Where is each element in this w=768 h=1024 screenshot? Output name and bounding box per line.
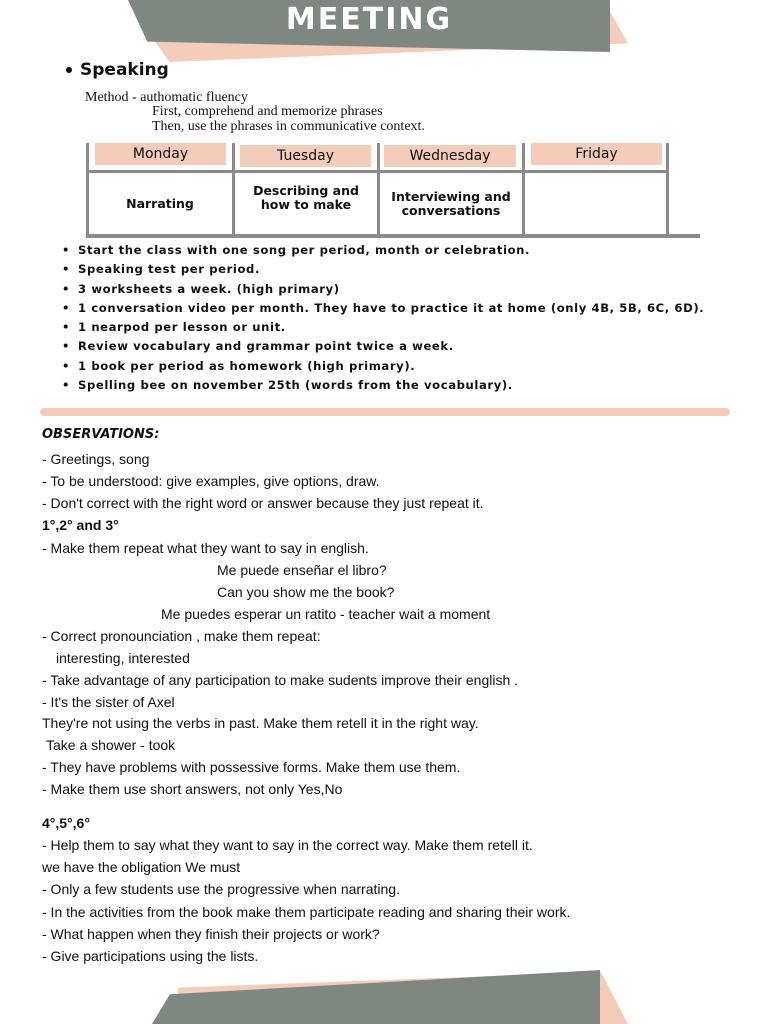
activity-cell: [90, 176, 230, 232]
list-item: • Speaking test per period.: [62, 260, 752, 279]
observation-line: - Help them to say what they want to say in the correct way. Make them retell it.: [42, 837, 533, 853]
observation-line: Take a shower - took: [46, 737, 176, 753]
day-header: Friday: [531, 143, 662, 165]
observation-line: - Correct pronounciation , make them repeat:: [42, 628, 321, 644]
activity-text: conversations: [401, 203, 501, 218]
observation-line: - It's the sister of Axel: [42, 694, 175, 710]
observation-line: - To be understood: give examples, give options, draw.: [42, 473, 380, 489]
observation-line: Can you show me the book?: [217, 584, 395, 600]
speaking-heading: [66, 60, 169, 80]
activity-text: Describing and: [253, 183, 359, 198]
page-title: MEETING: [285, 2, 453, 37]
activity-text: Narrating: [126, 196, 194, 211]
table-divider: [522, 143, 525, 236]
observation-line: They're not using the verbs in past. Make them retell it in the right way.: [42, 715, 479, 731]
list-item: • 1 nearpod per lesson or unit.: [62, 318, 752, 337]
activity-cell: [381, 176, 521, 232]
policy-list: [62, 241, 752, 395]
day-header: Wednesday: [384, 145, 516, 167]
table-divider: [86, 170, 668, 173]
table-divider: [86, 234, 700, 238]
list-item: • 1 book per period as homework (high primary).: [62, 357, 752, 376]
observation-line: we have the obligation We must: [42, 859, 241, 875]
table-divider: [377, 143, 380, 236]
grade-heading: 1°,2° and 3°: [42, 517, 119, 533]
table-divider: [232, 143, 235, 236]
observation-line: - Make them repeat what they want to say in english.: [42, 540, 369, 556]
observation-line: Me puedes esperar un ratito - teacher wait a moment: [161, 606, 491, 622]
observation-line: - They have problems with possessive forms. Make them use them.: [42, 759, 461, 775]
observation-line: - Take advantage of any participation to make sudents improve their english .: [42, 672, 519, 688]
method-line: First, comprehend and memorize phrases: [152, 104, 383, 119]
activity-text: Interviewing and: [391, 189, 511, 204]
activity-text: how to make: [260, 197, 352, 212]
observation-line: - Don't correct with the right word or answer because they just repeat it.: [42, 495, 484, 511]
observation-line: - Make them use short answers, not only Yes,No: [42, 781, 343, 797]
observation-line: - In the activities from the book make them participate reading and sharing their work.: [42, 904, 571, 920]
activity-cell: [526, 176, 666, 232]
observation-line: - Greetings, song: [42, 451, 150, 467]
table-divider: [666, 143, 669, 236]
grade-heading: 4°,5°,6°: [42, 815, 90, 831]
bullet-icon: [66, 67, 72, 73]
list-item: • Review vocabulary and grammar point twice a week.: [62, 337, 752, 356]
day-header: Monday: [95, 143, 226, 165]
observation-line: - Only a few students use the progressive when narrating.: [42, 881, 400, 897]
section-divider: [40, 408, 730, 416]
list-item: • 3 worksheets a week. (high primary): [62, 280, 752, 299]
method-line: Then, use the phrases in communicative context.: [152, 119, 425, 134]
activity-cell: [236, 170, 376, 226]
list-item: • Spelling bee on november 25th (words from the vocabulary).: [62, 376, 752, 395]
observation-line: interesting, interested: [56, 650, 190, 666]
observation-line: Me puede enseñar el libro?: [217, 562, 387, 578]
speaking-heading-label: Speaking: [80, 60, 169, 80]
observation-line: - Give participations using the lists.: [42, 948, 259, 964]
day-header: Tuesday: [240, 145, 371, 167]
list-item: • 1 conversation video per month. They have to practice it at home (only 4B, 5B, 6C, 6D).: [62, 299, 752, 318]
table-divider: [86, 143, 89, 236]
footer-banner: [152, 970, 600, 1024]
observation-line: - What happen when they finish their projects or work?: [42, 926, 380, 942]
observations-title: OBSERVATIONS:: [42, 427, 160, 442]
list-item: • Start the class with one song per period, month or celebration.: [62, 241, 752, 260]
method-line: Method - authomatic fluency: [85, 90, 248, 105]
